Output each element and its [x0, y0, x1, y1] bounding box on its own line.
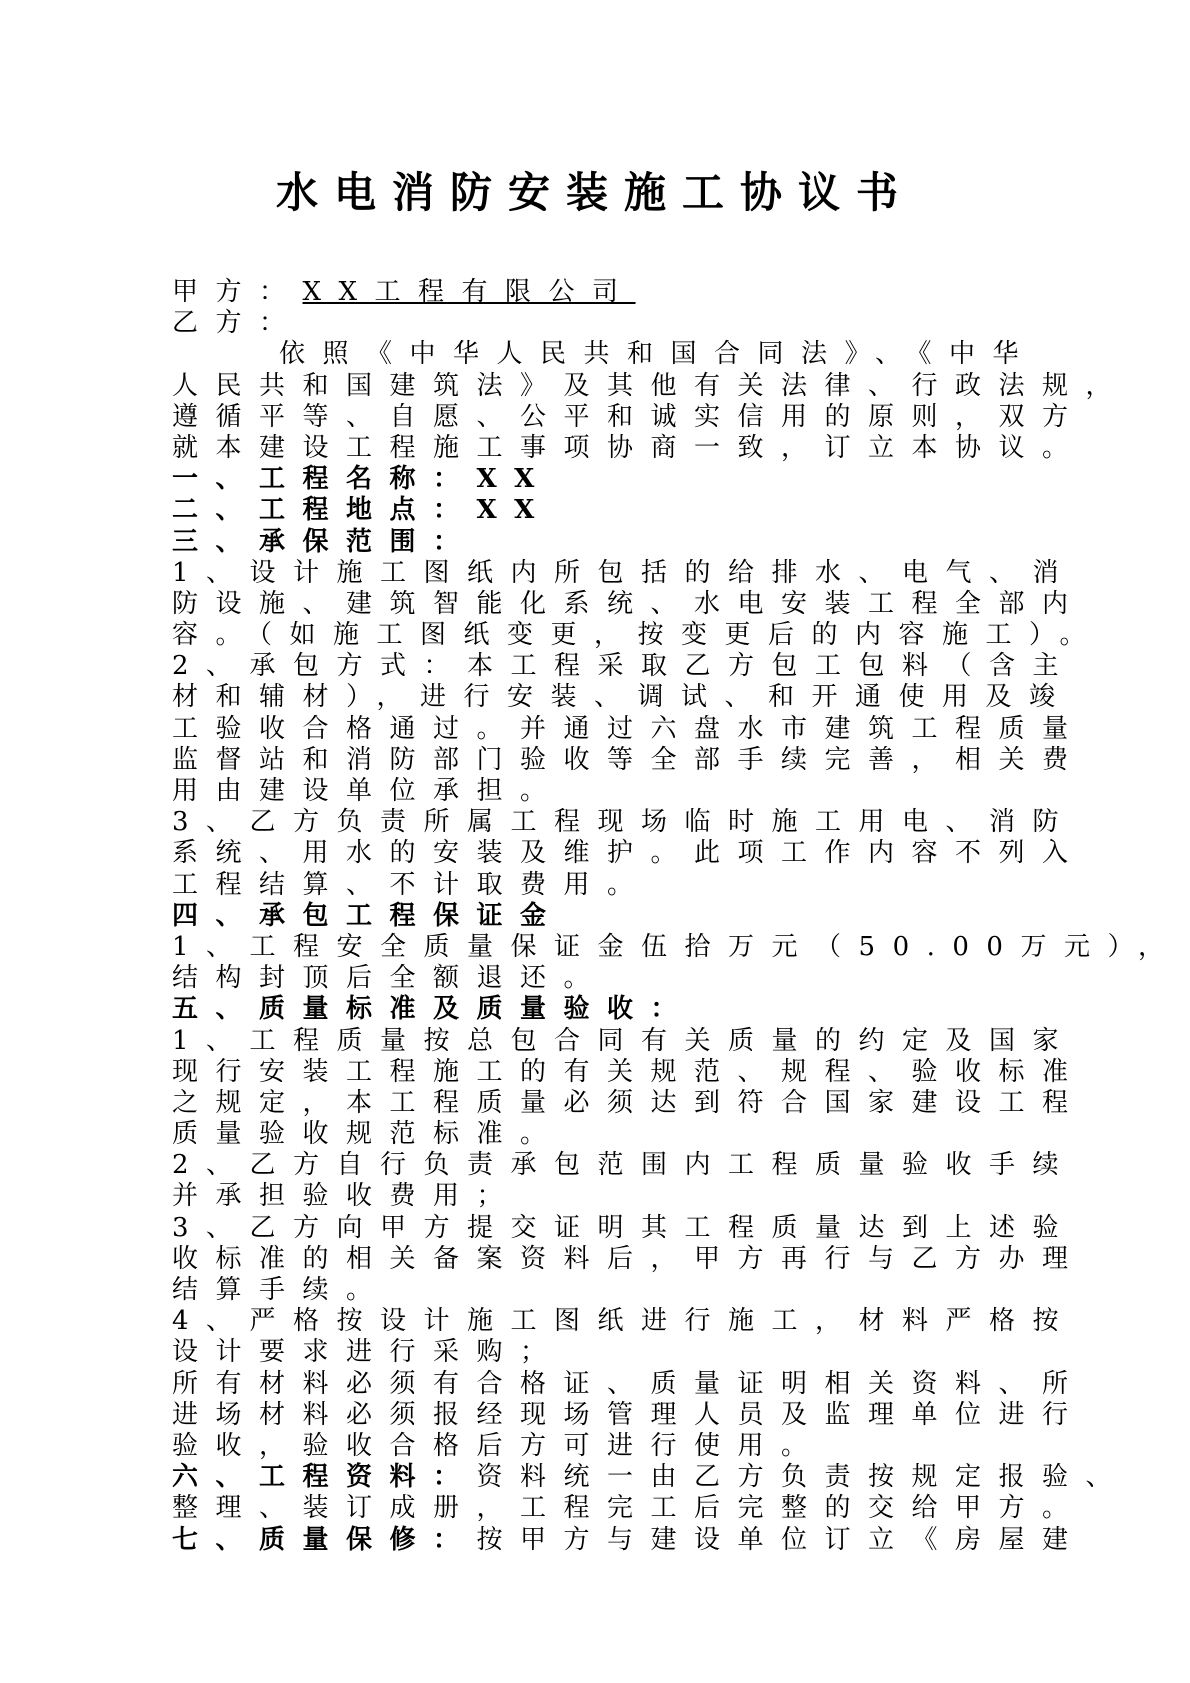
paragraph-line: 容。（如施工图纸变更，按变更后的内容施工）。 [172, 620, 1104, 651]
section-text: 资料统一由乙方负责按规定报验、 [476, 1462, 1130, 1493]
party-a-label: 甲方： [172, 277, 303, 307]
party-b-label: 乙方： [172, 308, 303, 339]
paragraph-line: 遵循平等、自愿、公平和诚实信用的原则，双方 [172, 401, 1086, 432]
paragraph-line: 3、乙方向甲方提交证明其工程质量达到上述验 [172, 1212, 1077, 1243]
paragraph-line: 质量验收规范标准。 [172, 1119, 564, 1150]
paragraph-line: 2、承包方式：本工程采取乙方包工包料（含主 [172, 651, 1077, 682]
paragraph-line: 依照《中华人民共和国合同法》、《中华 [279, 339, 1037, 370]
paragraph-line: 所有材料必须有合格证、质量证明相关资料、所 [172, 1368, 1086, 1399]
paragraph-line: 防设施、建筑智能化系统、水电安装工程全部内 [172, 588, 1086, 619]
section-heading: 七、质量保修： [172, 1524, 477, 1555]
section-heading: 二、工程地点：XX [172, 495, 552, 526]
section-heading: 五、质量标准及质量验收： [172, 994, 695, 1025]
document-body [172, 277, 1182, 1556]
paragraph-line: 就本建设工程施工事项协商一致，订立本协议。 [172, 432, 1086, 463]
paragraph-line: 进场材料必须报经现场管理人员及监理单位进行 [172, 1399, 1086, 1430]
section-6-line [172, 1462, 1130, 1493]
paragraph-line: 收标准的相关备案资料后，甲方再行与乙方办理 [172, 1243, 1086, 1274]
section-text: 按甲方与建设单位订立《房屋建 [476, 1524, 1086, 1555]
paragraph-line: 工验收合格通过。并通过六盘水市建筑工程质量 [172, 713, 1086, 744]
paragraph-line: 人民共和国建筑法》及其他有关法律、行政法规， [172, 370, 1130, 401]
page-title: 水电消防安装施工协议书 [275, 168, 914, 217]
paragraph-line: 材和辅材），进行安装、调试、和开通使用及竣 [172, 682, 1073, 713]
paragraph-line: 用由建设单位承担。 [172, 776, 564, 806]
paragraph-line: 系统、用水的安装及维护。此项工作内容不列入 [172, 838, 1086, 869]
paragraph-line: 2、乙方自行负责承包范围内工程质量验收手续 [172, 1150, 1077, 1181]
section-heading: 四、承包工程保证金 [172, 900, 564, 931]
party-a-line [172, 277, 1072, 308]
paragraph-line: 1、工程质量按总包合同有关质量的约定及国家 [172, 1025, 1077, 1056]
paragraph-line: 工程结算、不计取费用。 [172, 869, 651, 900]
paragraph-line: 结算手续。 [172, 1275, 390, 1305]
paragraph-line: 结构封顶后全额退还。 [172, 963, 608, 994]
paragraph-line: 整理、装订成册，工程完工后完整的交给甲方。 [172, 1493, 1086, 1524]
section-heading: 一、工程名称：XX [172, 464, 552, 495]
section-heading: 三、承保范围： [172, 526, 477, 557]
paragraph-line: 1、设计施工图纸内所包括的给排水、电气、消 [172, 557, 1077, 588]
paragraph-line: 并承担验收费用； [172, 1181, 521, 1212]
paragraph-line: 3、乙方负责所属工程现场临时施工用电、消防 [172, 807, 1077, 838]
section-heading: 六、工程资料： [172, 1462, 477, 1493]
paragraph-line: 4、严格按设计施工图纸进行施工，材料严格按 [172, 1306, 1077, 1337]
party-a-name: XX工程有限公司 [302, 277, 636, 307]
paragraph-line: 1、工程安全质量保证金伍拾万元（50.00万元）， [172, 931, 1182, 962]
paragraph-line: 现行安装工程施工的有关规范、规程、验收标准 [172, 1056, 1086, 1087]
paragraph-line: 之规定，本工程质量必须达到符合国家建设工程 [172, 1087, 1086, 1118]
paragraph-line: 监督站和消防部门验收等全部手续完善，相关费 [172, 744, 1086, 775]
paragraph-line: 设计要求进行采购； [172, 1337, 564, 1368]
paragraph-line: 验收，验收合格后方可进行使用。 [172, 1430, 825, 1461]
section-7-line [172, 1524, 1086, 1556]
party-b-line [172, 308, 1072, 339]
